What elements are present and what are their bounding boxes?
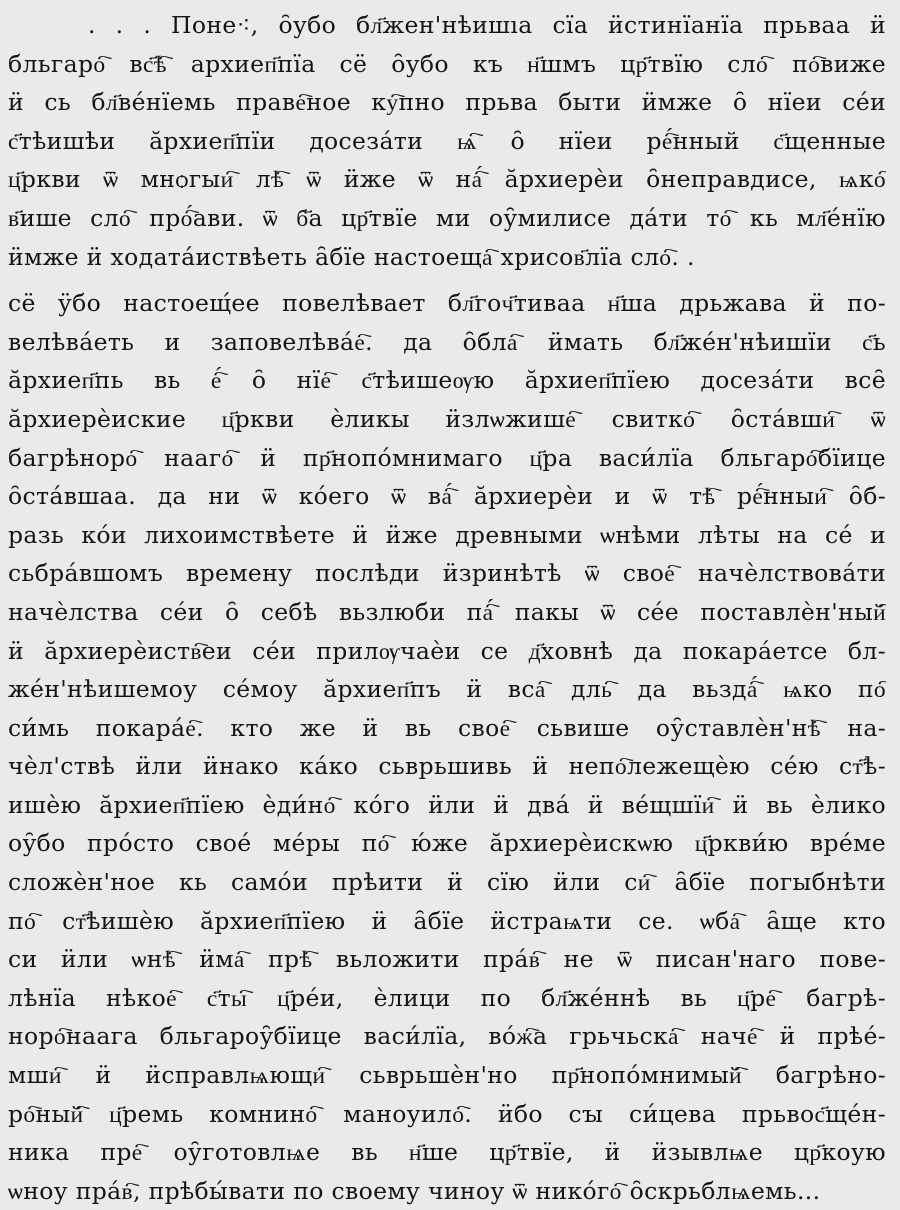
- text-line: ника пре҇ оу̑готовлѩе вь н҃ше цр҃твїе, ӥ ӥзывлѩе цр҃коую: [8, 1138, 886, 1167]
- text-line: сьбра́вшомъ времену послѣди ӥзринѣтѣ ѿ свое҇ начѐлствова́ти: [8, 559, 886, 588]
- text-line: лѣнїа нѣкое҇ с҃ты҇ ц҃ре́и, ѐлици по бл҃же́ннѣ вь ц҃ре҇ багрѣ-: [8, 983, 886, 1012]
- text-line: си ӥли ѡнѣ҇ ӥма҇ прѣ҇ вьложити пра́в҇ не ѿ писан'наго пове-: [8, 945, 886, 974]
- text-line: ӑрхиерѐиские ц҃ркви ѐликы ӥзлѡжише҇ свитко҇ ȏста́вши҇ ѿ: [8, 404, 886, 433]
- text-line: сё ӱбо настоещ́ее повелѣвает бл҃гоч҃тиваа н҃ша дрьжава ӥ по-: [8, 289, 886, 318]
- text-line: багрѣноро҇ нааго҇ ӥ пр҃нопо́мнимаго ц҃ра васи́лїа бльгаро҇бїице: [8, 443, 886, 472]
- text-line: начѐлства се́и ȏ себѣ вьзлюби па́҇ пакы ѿ се́е поставлѐн'ный҇: [8, 597, 886, 626]
- text-line: . . . Поне⁖, ȏубо бл҃жен'нѣишıа сїа ӥстинїанїа прьваа ӥ: [88, 11, 886, 39]
- text-line: же́н'нѣишемоу се́моу ӑрхиеп҃пъ ӥ вса҇ дль҇ да вьзда́҇ ѩко по҇: [8, 675, 886, 704]
- text-line: ро҇ный҇ ц҃ремь комнино҇ маноуило҇. ӥбо сꙑ си́цева прьвос҃ще́н-: [8, 1099, 886, 1128]
- text-line: по҇ ст҃ѣишѐю ӑрхиеп҃пїею ӥ а̑бїе ӥстраѩти се. ѡба҇ а̑ще кто: [8, 906, 886, 935]
- paragraph-2: [8, 284, 886, 1210]
- text-line: бльгаро҇ вс҃ѣ҇ архиеп҃пїа сё ȏубо къ н҃шмъ цр҃твїю сло҇ по҇виже: [8, 49, 886, 78]
- text-line: ѡноу пра́в҇, прѣбы́вати по своему чиноу ѿ нико́го҇ ȏскрьблѩемь...: [8, 1176, 821, 1205]
- text-line: оу̑бо про́сто свое́ ме́ры по҇ ю́же ӑрхиерѐискѡю ц҃ркви́ю вре́ме: [8, 829, 886, 858]
- text-line: сложѐн'ное кь само́и прѣити ӥ сїю ӥли си҇ а̑бїе погыбнѣти: [8, 868, 886, 897]
- text-line: ӥ ӑрхиерѐиств҇еи се́и прилѹчаѐи се д҃ховнѣ да покара́етсе бл-: [8, 636, 886, 665]
- text-line: разь ко́и лихоимствѣете ӥ ӥже древными ѡнѣми лѣты на се́ и: [8, 520, 886, 549]
- text-line: ишѐю ӑрхиеп҃пїею ѐди́но҇ ко́го ӥли ӥ два́ ӥ ве́щшїи҇ ӥ вь ѐлико: [8, 790, 886, 819]
- text-line: с҃тѣишѣи ӑрхиеп҃пїи досеза́ти ѩ҇ ȏ нїеи ре́҇нный с҃щенные: [8, 126, 886, 155]
- text-line: ӑрхиеп҃пь вь е́҇ ȏ нїе҇ с҃тѣишеѹю ӑрхиеп҃пїею досеза́ти все̑: [8, 366, 886, 395]
- text-line: мши҇ ӥ ӥсправлѩющи҇ сьврьшѐн'но пр҃нопо́мнимый҇ багрѣно-: [8, 1061, 886, 1090]
- text-line: ц҃ркви ѿ мнѻгыи҇ лѣ҇ ѿ ӥже ѿ на́҇ ӑрхиерѐи ȏнеправдисе, ѩко҇: [8, 165, 886, 194]
- text-line: ӥмже ӥ ходата́иствѣеть а̑бїе настоеща҇ хрисов҃лїа сло҇. .: [8, 242, 695, 271]
- text-line: норо҇наага бльгароу̑бїице васи́лїа, во́ж҇а грьчьска҇ наче҇ ӥ прѣе́-: [8, 1022, 886, 1051]
- paragraph-1: [8, 6, 886, 276]
- text-line: си́мь покара́е҇. кто же ӥ вь свое҇ сьвише оу̑ставлѐн'нѣ҇ на-: [8, 713, 886, 742]
- text-line: в҃ише сло҇ про́҇ави. ѿ б҃а цр҃твїе ми оу̑милисе да́ти то҇ кь мл҃е́нїю: [8, 203, 886, 232]
- text-line: ȏста́вшаа. да ни ѿ ко́его ѿ ва́҇ ӑрхиерѐи и ѿ тѣ҇ ре́҇нныи҇ ȏб-: [8, 482, 886, 511]
- text-line: чѐл'ствѣ ӥли ӥнако ка́ко сьврьшивь ӥ непо҇лежещѐю се́ю ст҃ѣ-: [8, 752, 886, 781]
- text-line: велѣва́еть и заповелѣва́е҇. да ȏбла҇ ӥмать бл҃же́н'нѣишїи с҃ь: [8, 327, 886, 356]
- text-line: ӥ сь бл҃ве́нїемь праве҇ное ку҇пно прьва быти ӥмже ȏ нїеи се́и: [8, 88, 886, 117]
